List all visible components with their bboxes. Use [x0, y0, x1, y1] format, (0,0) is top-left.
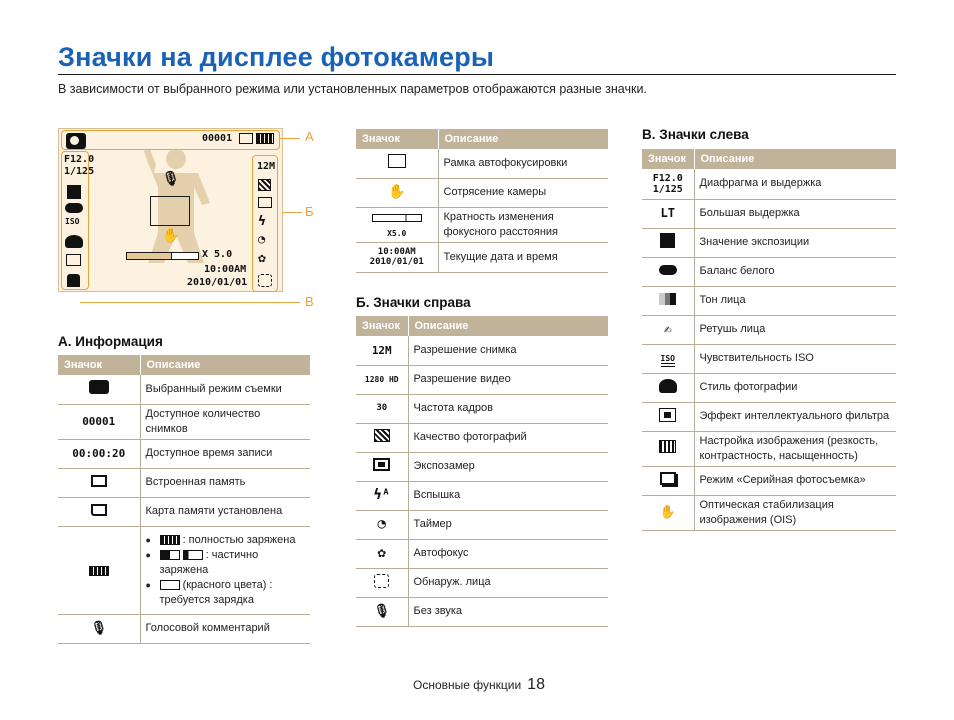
- row-desc: Вспышка: [408, 481, 608, 510]
- table-row: [642, 286, 896, 315]
- smart-filter-icon: [659, 408, 676, 422]
- table-row: [356, 481, 608, 510]
- camera-program-icon: [89, 380, 109, 394]
- macro-icon: ✿: [377, 545, 386, 561]
- battery-empty-icon: [160, 580, 180, 590]
- microphone-icon: 🎙: [162, 171, 180, 187]
- bracket-c: [61, 151, 89, 290]
- metering-icon: [373, 458, 390, 471]
- microphone-icon: 🎙: [90, 621, 107, 636]
- table-row: [642, 431, 896, 466]
- overlay-icons-table: [356, 129, 608, 273]
- table-row: [356, 452, 608, 481]
- row-desc: Разрешение снимка: [408, 336, 608, 365]
- table-row: [356, 394, 608, 423]
- table-row: [58, 526, 310, 614]
- table-row: [642, 344, 896, 373]
- table-row: [356, 568, 608, 597]
- battery-icon: [89, 566, 109, 576]
- table-row: [356, 423, 608, 452]
- bullet-text: : полностью заряжена: [182, 533, 296, 546]
- zoom-bar-icon: [372, 214, 422, 222]
- zoom-scale: [126, 252, 199, 260]
- burst-icon: [660, 472, 676, 485]
- col-desc-header: Описание: [438, 129, 608, 149]
- row-desc: Доступное количество снимков: [140, 404, 310, 439]
- row-desc: Встроенная память: [140, 468, 310, 497]
- bullet-text: (красного цвета) : требуется зарядка: [159, 578, 273, 606]
- col-desc-header: Описание: [694, 149, 896, 169]
- section-a-heading: А. Информация: [58, 334, 163, 349]
- battery-low-icon: [183, 550, 203, 560]
- table-row: [356, 207, 608, 242]
- table-row: [642, 199, 896, 228]
- macro-icon: ✿: [258, 251, 266, 266]
- callout-a: А: [305, 129, 314, 144]
- flash-icon: ϟᴬ: [373, 487, 391, 503]
- row-desc: Выбранный режим съемки: [140, 375, 310, 404]
- flash-icon: ϟ: [258, 214, 266, 229]
- row-desc: Стиль фотографии: [694, 373, 896, 402]
- time-glyph: 10:00AM: [377, 247, 416, 257]
- quality-icon: [374, 429, 390, 442]
- row-desc: Автофокус: [408, 539, 608, 568]
- footer-label: Основные функции: [413, 678, 522, 692]
- af-frame-icon: [388, 154, 406, 168]
- row-desc: Эффект интеллектуального фильтра: [694, 402, 896, 431]
- table-row: [58, 468, 310, 497]
- page-footer: [413, 676, 545, 694]
- preview-shots-left: 00001: [202, 133, 233, 144]
- iso-icon: ISO: [65, 217, 80, 226]
- battery-half-icon: [160, 550, 180, 560]
- callout-b: Б: [305, 204, 314, 219]
- table-row: [356, 539, 608, 568]
- table-row: [642, 315, 896, 344]
- table-row: [642, 402, 896, 431]
- col-icon-header: Значок: [58, 355, 140, 375]
- table-row: [356, 336, 608, 365]
- preview-time: 10:00AM: [204, 264, 247, 275]
- resolution-icon: 12M: [257, 161, 276, 172]
- row-desc: Качество фотографий: [408, 423, 608, 452]
- video-res-glyph: 1280 HD: [356, 365, 408, 394]
- table-row: [356, 178, 608, 207]
- col-icon-header: Значок: [356, 316, 408, 336]
- table-row: [642, 373, 896, 402]
- face-detect-icon: [374, 574, 389, 588]
- col-icon-header: Значок: [356, 129, 438, 149]
- date-glyph: 2010/01/01: [369, 257, 424, 267]
- row-desc: Таймер: [408, 510, 608, 539]
- frame-rate-glyph: 30: [356, 394, 408, 423]
- table-row: [58, 375, 310, 404]
- title-divider: [58, 74, 896, 75]
- table-row: [642, 495, 896, 530]
- row-desc: Текущие дата и время: [438, 242, 608, 272]
- callout-line-b: [282, 212, 302, 213]
- list-item: [146, 578, 306, 608]
- long-exposure-glyph: LT: [642, 199, 694, 228]
- list-item: [146, 548, 306, 578]
- table-row: [642, 169, 896, 199]
- preview-shutter: 1/125: [64, 166, 95, 177]
- preview-zoom: X 5.0: [202, 249, 233, 260]
- shake-icon: ✋: [162, 228, 180, 244]
- row-desc: Кратность изменения фокусного расстояния: [438, 207, 608, 242]
- table-row: [58, 404, 310, 439]
- row-desc: Без звука: [408, 597, 608, 626]
- row-desc: Большая выдержка: [694, 199, 896, 228]
- row-desc: Значение экспозиции: [694, 228, 896, 257]
- shutter-glyph: 1/125: [652, 183, 683, 195]
- shake-icon: ✋: [388, 184, 406, 200]
- face-retouch-icon: ✍: [663, 322, 672, 337]
- section-c-heading: В. Значки слева: [642, 127, 749, 142]
- row-desc: Чувствительность ISO: [694, 344, 896, 373]
- row-desc: Режим «Серийная фотосъемка»: [694, 466, 896, 495]
- table-row: [356, 242, 608, 272]
- section-b-heading: Б. Значки справа: [356, 295, 471, 310]
- row-desc: Карта памяти установлена: [140, 497, 310, 526]
- bullet-text: : частично заряжена: [159, 548, 259, 576]
- row-desc: Сотрясение камеры: [438, 178, 608, 207]
- section-a-table: [58, 355, 310, 644]
- callout-c: В: [305, 294, 314, 309]
- table-row: [642, 466, 896, 495]
- page-title: Значки на дисплее фотокамеры: [58, 42, 495, 72]
- table-row: [356, 510, 608, 539]
- photo-style-icon: [659, 379, 677, 393]
- row-desc: Оптическая стабилизация изображения (OIS): [694, 495, 896, 530]
- row-desc: Частота кадров: [408, 394, 608, 423]
- table-row: [642, 228, 896, 257]
- iso-icon: ISO: [661, 355, 675, 367]
- table-row: [356, 365, 608, 394]
- cloud-icon: [659, 265, 677, 275]
- col-icon-header: Значок: [642, 149, 694, 169]
- table-row: [58, 497, 310, 526]
- row-desc: Тон лица: [694, 286, 896, 315]
- battery-full-icon: [160, 535, 180, 545]
- f-number-glyph: F12.0: [652, 172, 683, 184]
- table-row: [356, 149, 608, 178]
- row-desc: Рамка автофокусировки: [438, 149, 608, 178]
- table-row: [356, 597, 608, 626]
- intro-text: В зависимости от выбранного режима или установленных параметров отображаются разные значки.: [58, 82, 647, 96]
- shots-count-glyph: 00001: [58, 404, 140, 439]
- row-desc: Экспозамер: [408, 452, 608, 481]
- row-desc: Ретушь лица: [694, 315, 896, 344]
- row-desc: Настройка изображения (резкость, контрастность, насыщенность): [694, 431, 896, 466]
- page-number: 18: [527, 676, 545, 693]
- row-desc: Доступное время записи: [140, 439, 310, 468]
- mute-icon: 🎙: [373, 604, 390, 619]
- ev-icon: [660, 233, 675, 248]
- row-desc: Баланс белого: [694, 257, 896, 286]
- internal-memory-icon: [91, 475, 107, 487]
- preview-date: 2010/01/01: [187, 277, 248, 288]
- callout-line-c: [80, 302, 300, 303]
- row-desc: Голосовой комментарий: [140, 614, 310, 643]
- camera-display-preview: [58, 128, 283, 292]
- image-adjust-icon: [659, 440, 676, 453]
- record-time-glyph: 00:00:20: [58, 439, 140, 468]
- bracket-a: [61, 130, 280, 150]
- table-row: [58, 439, 310, 468]
- row-desc: Диафрагма и выдержка: [694, 169, 896, 199]
- memory-card-icon: [91, 504, 107, 516]
- ois-icon: ✋: [659, 505, 676, 520]
- table-row: [642, 257, 896, 286]
- bracket-b: [252, 155, 278, 292]
- table-row: [58, 614, 310, 643]
- callout-line-a: [280, 138, 300, 139]
- af-frame: [150, 196, 190, 226]
- list-item: [146, 533, 306, 548]
- timer-icon: ◔: [258, 232, 266, 246]
- zoom-text: X5.0: [387, 228, 407, 238]
- resolution-glyph: 12M: [356, 336, 408, 365]
- timer-icon: ◔: [377, 516, 386, 532]
- preview-f-number: F12.0: [64, 154, 95, 165]
- row-desc: Обнаруж. лица: [408, 568, 608, 597]
- section-c-table: [642, 149, 896, 531]
- row-desc: Разрешение видео: [408, 365, 608, 394]
- col-desc-header: Описание: [408, 316, 608, 336]
- section-b-table: [356, 316, 608, 627]
- face-tone-icon: [659, 293, 676, 305]
- col-desc-header: Описание: [140, 355, 310, 375]
